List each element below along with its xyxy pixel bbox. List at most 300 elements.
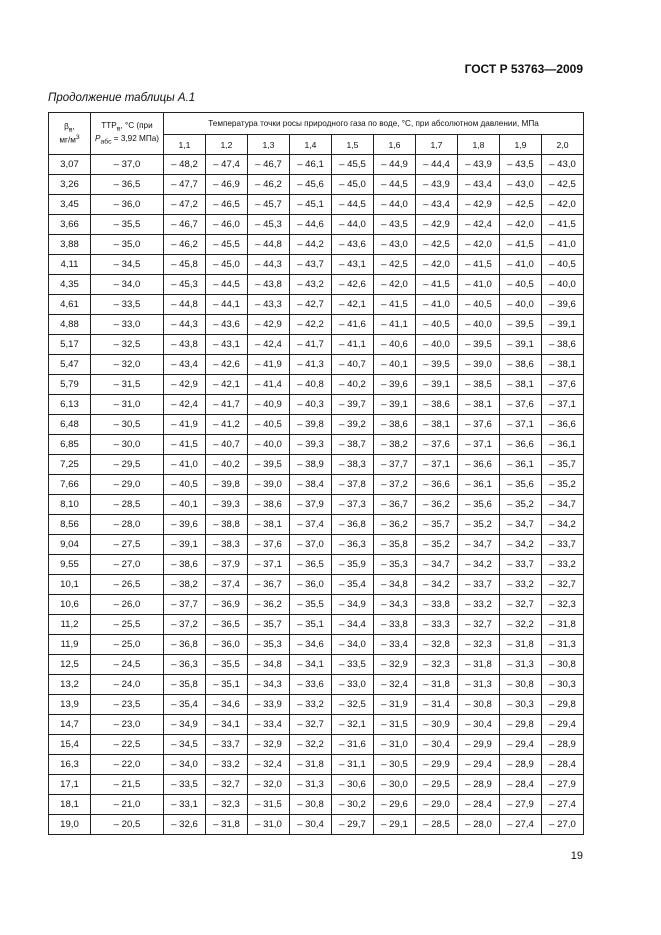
ttr-cell: – 25,5 [91,615,164,635]
dew-point-cell: – 43,6 [332,235,374,255]
dew-point-cell: – 45,0 [206,255,248,275]
ttr-cell: – 33,0 [91,315,164,335]
dew-point-cell: – 32,2 [500,615,542,635]
ttr-cell: – 24,0 [91,675,164,695]
dew-point-cell: – 32,7 [542,575,584,595]
beta-cell: 13,9 [49,695,91,715]
table-row [49,775,584,795]
dew-point-cell: – 32,7 [500,595,542,615]
dew-point-cell: – 34,0 [332,635,374,655]
dew-point-cell: – 31,8 [206,815,248,835]
dew-point-cell: – 42,2 [290,315,332,335]
table-row [49,675,584,695]
dew-point-cell: – 43,0 [374,235,416,255]
dew-point-cell: – 44,1 [206,295,248,315]
dew-point-cell: – 34,2 [500,535,542,555]
dew-point-cell: – 32,2 [290,735,332,755]
dew-point-cell: – 38,6 [374,415,416,435]
table-row [49,815,584,835]
dew-point-cell: – 37,1 [416,455,458,475]
table-row [49,315,584,335]
dew-point-cell: – 32,3 [458,635,500,655]
dew-point-cell: – 36,3 [332,535,374,555]
dew-point-cell: – 44,5 [332,195,374,215]
dew-point-cell: – 31,5 [374,715,416,735]
dew-point-cell: – 45,3 [248,215,290,235]
beta-cell: 6,48 [49,415,91,435]
dew-point-cell: – 39,0 [248,475,290,495]
dew-point-cell: – 29,1 [374,815,416,835]
ttr-unit: , °С (при [120,121,153,131]
dew-point-cell: – 30,4 [458,715,500,735]
dew-point-cell: – 28,4 [542,755,584,775]
dew-point-cell: – 41,9 [248,355,290,375]
dew-point-cell: – 45,7 [248,195,290,215]
pressure-header-cell: 1,3 [248,135,290,155]
dew-point-cell: – 36,5 [290,555,332,575]
table-row [49,275,584,295]
dew-point-cell: – 37,4 [290,515,332,535]
dew-point-cell: – 30,8 [458,695,500,715]
dew-point-cell: – 34,8 [248,655,290,675]
dew-point-cell: – 33,5 [332,655,374,675]
dew-point-cell: – 43,9 [416,175,458,195]
dew-point-cell: – 38,6 [542,335,584,355]
dew-point-cell: – 32,7 [290,715,332,735]
dew-point-cell: – 36,2 [416,495,458,515]
table-row [49,715,584,735]
ttr-cell: – 24,5 [91,655,164,675]
dew-point-cell: – 41,5 [374,295,416,315]
dew-point-cell: – 28,0 [458,815,500,835]
dew-point-cell: – 27,9 [500,795,542,815]
ttr-cell: – 35,5 [91,215,164,235]
ttr-pressure-symbol: P [94,133,101,143]
dew-point-cell: – 38,1 [416,415,458,435]
dew-point-cell: – 35,8 [164,675,206,695]
dew-point-cell: – 42,5 [374,255,416,275]
dew-point-cell: – 35,9 [332,555,374,575]
dew-point-cell: – 31,9 [374,695,416,715]
table-row [49,655,584,675]
dew-point-cell: – 39,1 [416,375,458,395]
dew-point-cell: – 37,0 [290,535,332,555]
dew-point-cell: – 31,8 [542,615,584,635]
dew-point-cell: – 34,0 [164,755,206,775]
dew-point-cell: – 39,1 [374,395,416,415]
dew-point-cell: – 36,2 [374,515,416,535]
dew-point-cell: – 42,9 [458,195,500,215]
table-row [49,355,584,375]
beta-cell: 4,88 [49,315,91,335]
dew-point-cell: – 31,8 [290,755,332,775]
dew-point-cell: – 40,5 [500,275,542,295]
dew-point-cell: – 29,7 [332,815,374,835]
dew-point-cell: – 37,1 [458,435,500,455]
table-row [49,395,584,415]
ttr-cell: – 23,0 [91,715,164,735]
dew-point-cell: – 43,6 [206,315,248,335]
dew-point-cell: – 39,8 [206,475,248,495]
dew-point-cell: – 40,5 [164,475,206,495]
dew-point-cell: – 33,7 [206,735,248,755]
dew-point-cell: – 40,5 [416,315,458,335]
dew-point-cell: – 42,4 [248,335,290,355]
dew-point-cell: – 34,2 [542,515,584,535]
dew-point-cell: – 37,7 [164,595,206,615]
table-row [49,755,584,775]
dew-point-cell: – 38,1 [458,395,500,415]
dew-point-cell: – 30,5 [374,755,416,775]
beta-cell: 12,5 [49,655,91,675]
ttr-cell: – 31,0 [91,395,164,415]
dew-point-cell: – 39,5 [416,355,458,375]
dew-point-cell: – 28,9 [458,775,500,795]
dew-point-cell: – 37,1 [542,395,584,415]
dew-point-cell: – 36,7 [248,575,290,595]
page-number: 19 [570,850,583,862]
dew-point-cell: – 40,2 [206,455,248,475]
dew-point-cell: – 43,1 [332,255,374,275]
dew-point-cell: – 37,3 [332,495,374,515]
dew-point-cell: – 46,7 [248,155,290,175]
ttr-cell: – 28,5 [91,495,164,515]
dew-point-cell: – 42,6 [332,275,374,295]
dew-point-cell: – 40,2 [332,375,374,395]
dew-point-cell: – 39,3 [290,435,332,455]
dew-point-cell: – 42,0 [500,215,542,235]
dew-point-cell: – 42,9 [248,315,290,335]
pressure-header-cell: 1,9 [500,135,542,155]
dew-point-cell: – 29,0 [416,795,458,815]
dew-point-cell: – 32,7 [206,775,248,795]
dew-point-cell: – 40,3 [290,395,332,415]
table-row [49,235,584,255]
beta-cell: 4,61 [49,295,91,315]
dew-point-cell: – 41,7 [206,395,248,415]
ttr-cell: – 21,0 [91,795,164,815]
dew-point-cell: – 29,8 [500,715,542,735]
beta-cell: 3,66 [49,215,91,235]
dew-point-cell: – 40,7 [332,355,374,375]
dew-point-cell: – 32,9 [374,655,416,675]
dew-point-cell: – 35,7 [248,615,290,635]
ttr-cell: – 26,5 [91,575,164,595]
dew-point-cell: – 37,1 [500,415,542,435]
dew-point-cell: – 39,5 [458,335,500,355]
dew-point-cell: – 45,0 [332,175,374,195]
beta-cell: 9,55 [49,555,91,575]
ttr-cell: – 33,5 [91,295,164,315]
dew-point-cell: – 44,6 [290,215,332,235]
dew-point-cell: – 46,2 [248,175,290,195]
dew-point-cell: – 28,5 [416,815,458,835]
dew-point-cell: – 42,6 [206,355,248,375]
table-row [49,635,584,655]
dew-point-cell: – 36,6 [458,455,500,475]
table-row [49,475,584,495]
dew-point-cell: – 40,5 [248,415,290,435]
dew-point-cell: – 33,2 [206,755,248,775]
dew-point-cell: – 37,2 [164,615,206,635]
beta-cell: 8,10 [49,495,91,515]
dew-point-cell: – 29,9 [416,755,458,775]
dew-point-cell: – 32,1 [332,715,374,735]
dew-point-cell: – 36,2 [248,595,290,615]
table-row [49,255,584,275]
table-row [49,535,584,555]
dew-point-cell: – 43,4 [416,195,458,215]
dew-point-cell: – 45,6 [290,175,332,195]
dew-point-cell: – 41,6 [332,315,374,335]
dew-point-cell: – 36,6 [542,415,584,435]
dew-point-cell: – 45,8 [164,255,206,275]
beta-cell: 5,79 [49,375,91,395]
dew-point-cell: – 31,4 [416,695,458,715]
ttr-cell: – 32,0 [91,355,164,375]
dew-point-cell: – 43,5 [374,215,416,235]
dew-point-cell: – 38,8 [206,515,248,535]
dew-point-cell: – 39,6 [542,295,584,315]
table-continuation-caption: Продолжение таблицы А.1 [48,92,196,104]
beta-subscript: в [68,126,73,134]
dew-point-cell: – 40,0 [458,315,500,335]
dew-point-cell: – 41,5 [416,275,458,295]
dew-point-cell: – 30,0 [374,775,416,795]
dew-point-cell: – 40,5 [458,295,500,315]
dew-point-cell: – 33,2 [458,595,500,615]
dew-point-cell: – 45,3 [164,275,206,295]
ttr-pressure-subscript: абс [100,138,112,146]
beta-cell: 7,25 [49,455,91,475]
beta-cell: 3,26 [49,175,91,195]
dew-point-cell: – 39,1 [500,335,542,355]
dew-point-cell: – 29,5 [416,775,458,795]
dew-point-cell: – 33,1 [164,795,206,815]
dew-point-cell: – 42,1 [332,295,374,315]
dew-point-cell: – 41,3 [290,355,332,375]
dew-point-cell: – 41,1 [374,315,416,335]
dew-point-cell: – 44,0 [332,215,374,235]
ttr-cell: – 20,5 [91,815,164,835]
dew-point-cell: – 42,0 [374,275,416,295]
dew-point-cell: – 30,4 [416,735,458,755]
dew-point-cell: – 38,6 [164,555,206,575]
beta-cell: 10,6 [49,595,91,615]
dew-point-cell: – 33,7 [458,575,500,595]
dew-point-cell: – 36,1 [458,475,500,495]
ttr-label: ТТР [101,121,117,131]
dew-point-cell: – 35,2 [458,515,500,535]
dew-point-cell: – 31,0 [374,735,416,755]
ttr-cell: – 27,5 [91,535,164,555]
beta-cell: 11,9 [49,635,91,655]
dew-point-cell: – 33,3 [416,615,458,635]
dew-point-cell: – 34,4 [332,615,374,635]
dew-point-cell: – 35,6 [458,495,500,515]
dew-point-cell: – 39,2 [332,415,374,435]
table-row [49,175,584,195]
dew-point-cell: – 34,5 [164,735,206,755]
dew-point-cell: – 33,9 [248,695,290,715]
dew-point-cell: – 41,5 [542,215,584,235]
dew-point-cell: – 32,4 [374,675,416,695]
dew-point-cell: – 41,5 [500,235,542,255]
ttr-cell: – 21,5 [91,775,164,795]
dew-point-cell: – 30,8 [290,795,332,815]
beta-symbol: β [64,121,69,131]
dew-point-cell: – 47,2 [164,195,206,215]
dew-point-cell: – 40,0 [416,335,458,355]
dew-point-cell: – 42,1 [206,375,248,395]
dew-point-cell: – 39,6 [374,375,416,395]
header-ttr [91,113,164,155]
beta-cell: 4,35 [49,275,91,295]
dew-point-cell: – 29,4 [542,715,584,735]
dew-point-cell: – 35,7 [542,455,584,475]
dew-point-cell: – 27,4 [500,815,542,835]
dew-point-cell: – 29,4 [458,755,500,775]
pressure-header-cell: 1,6 [374,135,416,155]
beta-cell: 6,85 [49,435,91,455]
dew-point-cell: – 45,1 [290,195,332,215]
dew-point-cell: – 32,8 [416,635,458,655]
dew-point-cell: – 41,0 [416,295,458,315]
dew-point-cell: – 38,6 [416,395,458,415]
beta-unit-power: 3 [75,134,80,142]
ttr-cell: – 26,0 [91,595,164,615]
dew-point-cell: – 30,3 [500,695,542,715]
dew-point-cell: – 28,4 [500,775,542,795]
dew-point-cell: – 29,8 [542,695,584,715]
dew-point-cell: – 30,4 [290,815,332,835]
beta-cell: 7,66 [49,475,91,495]
dew-point-cell: – 37,4 [206,575,248,595]
dew-point-cell: – 32,4 [248,755,290,775]
table-row [49,215,584,235]
ttr-cell: – 28,0 [91,515,164,535]
beta-cell: 5,47 [49,355,91,375]
ttr-cell: – 34,5 [91,255,164,275]
ttr-cell: – 35,0 [91,235,164,255]
dew-point-cell: – 42,4 [458,215,500,235]
beta-cell: 19,0 [49,815,91,835]
dew-point-cell: – 36,0 [206,635,248,655]
dew-point-cell: – 34,3 [374,595,416,615]
header-dew-point: Температура точки росы природного газа по воде, °С, при абсолютном давлении, МПа [164,113,584,135]
dew-point-cell: – 31,3 [458,675,500,695]
dew-point-cell: – 44,8 [164,295,206,315]
beta-cell: 15,4 [49,735,91,755]
dew-point-cell: – 36,3 [164,655,206,675]
dew-point-cell: – 32,6 [164,815,206,835]
dew-point-cell: – 38,1 [248,515,290,535]
ttr-cell: – 22,5 [91,735,164,755]
dew-point-cell: – 34,2 [416,575,458,595]
dew-point-cell: – 33,5 [164,775,206,795]
dew-point-cell: – 33,4 [248,715,290,735]
dew-point-cell: – 38,3 [332,455,374,475]
dew-point-cell: – 36,7 [374,495,416,515]
pressure-header-cell: 1,8 [458,135,500,155]
dew-point-cell: – 30,6 [332,775,374,795]
dew-point-cell: – 29,4 [500,735,542,755]
dew-point-cell: – 33,8 [374,615,416,635]
dew-point-cell: – 28,9 [500,755,542,775]
dew-point-cell: – 46,9 [206,175,248,195]
dew-point-cell: – 34,2 [458,555,500,575]
dew-point-cell: – 28,9 [542,735,584,755]
dew-point-cell: – 33,2 [500,575,542,595]
dew-point-cell: – 30,8 [500,675,542,695]
dew-point-cell: – 30,2 [332,795,374,815]
pressure-header-cell: 1,7 [416,135,458,155]
dew-point-cell: – 35,1 [206,675,248,695]
dew-point-cell: – 33,4 [374,635,416,655]
dew-point-cell: – 35,7 [416,515,458,535]
dew-point-cell: – 40,6 [374,335,416,355]
ttr-cell: – 37,0 [91,155,164,175]
dew-point-cell: – 43,5 [500,155,542,175]
dew-point-cell: – 42,5 [416,235,458,255]
dew-point-cell: – 37,2 [374,475,416,495]
dew-point-cell: – 38,6 [500,355,542,375]
dew-point-cell: – 31,8 [416,675,458,695]
table-row [49,595,584,615]
dew-point-cell: – 34,8 [374,575,416,595]
dew-point-cell: – 40,8 [290,375,332,395]
dew-point-cell: – 41,0 [500,255,542,275]
dew-point-cell: – 31,3 [500,655,542,675]
dew-point-cell: – 42,5 [542,175,584,195]
dew-point-cell: – 33,2 [290,695,332,715]
dew-point-cell: – 44,0 [374,195,416,215]
dew-point-cell: – 46,5 [206,195,248,215]
ttr-cell: – 31,5 [91,375,164,395]
dew-point-cell: – 30,8 [542,655,584,675]
dew-point-cell: – 31,1 [332,755,374,775]
dew-point-cell: – 35,8 [374,535,416,555]
dew-point-cell: – 42,9 [416,215,458,235]
ttr-cell: – 23,5 [91,695,164,715]
ttr-subscript: в [116,125,121,133]
beta-unit: мг/м [59,135,76,145]
dew-point-cell: – 36,8 [164,635,206,655]
dew-point-cell: – 37,9 [206,555,248,575]
dew-point-cell: – 37,6 [416,435,458,455]
dew-point-cell: – 39,5 [500,315,542,335]
dew-point-cell: – 32,3 [206,795,248,815]
dew-point-cell: – 34,9 [332,595,374,615]
table-row [49,795,584,815]
dew-point-cell: – 38,5 [458,375,500,395]
beta-cell: 18,1 [49,795,91,815]
dew-point-cell: – 39,7 [332,395,374,415]
dew-point-cell: – 31,8 [500,635,542,655]
dew-point-cell: – 43,1 [206,335,248,355]
dew-point-cell: – 30,9 [416,715,458,735]
dew-point-cell: – 31,3 [542,635,584,655]
beta-cell: 13,2 [49,675,91,695]
dew-point-cell: – 48,2 [164,155,206,175]
dew-point-cell: – 38,1 [500,375,542,395]
dew-point-cell: – 34,6 [290,635,332,655]
dew-point-cell: – 41,4 [248,375,290,395]
dew-point-cell: – 39,6 [164,515,206,535]
beta-cell: 6,13 [49,395,91,415]
pressure-header-cell: 1,2 [206,135,248,155]
dew-point-cell: – 34,9 [164,715,206,735]
